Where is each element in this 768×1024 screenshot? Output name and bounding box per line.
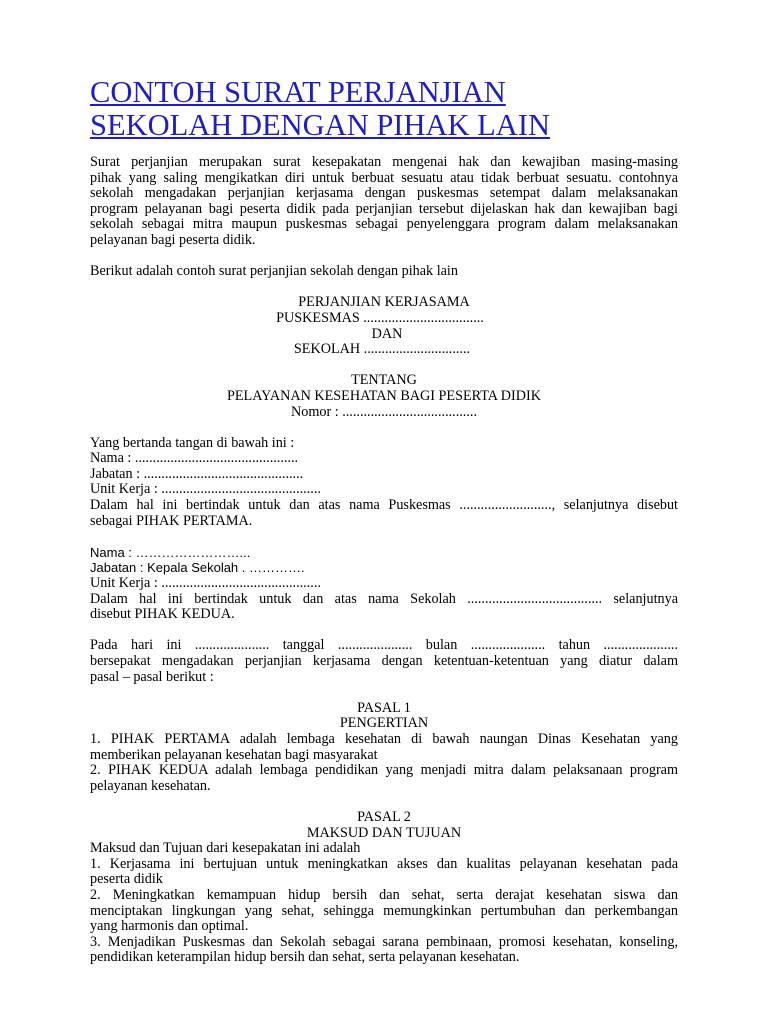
pasal-2-item: pendidikan keterampilan hidup bersih dan sehat, serta pelayanan kesehatan. (90, 949, 520, 966)
party-two-unit: Unit Kerja : ............................................. (90, 575, 321, 592)
agreement-line: Pada hari ini ..................... tanggal ..................... bulan ..................... tahun ..................... (90, 637, 678, 654)
pasal-2-item: 3. Menjadikan Puskesmas dan Sekolah sebagai sarana pembinaan, promosi kesehatan, konseling, (90, 933, 678, 950)
party-one-desc: Dalam hal ini bertindak untuk dan atas nama Puskesmas .........................., selanjutnya disebut (90, 497, 678, 514)
intro-line: Surat perjanjian merupakan surat kesepakatan mengenai hak dan kewajiban masing-masing (90, 154, 678, 170)
pasal-1-item: 1. PIHAK PERTAMA adalah lembaga kesehatan di bawah naungan Dinas Kesehatan yang (90, 730, 678, 747)
intro-paragraph (90, 155, 678, 280)
intro-line: sekolah sebagai mitra maupun puskesmas sebagai penyelenggara program dalam melaksanakan (90, 216, 678, 233)
document-page (90, 76, 678, 966)
header-sekolah: SEKOLAH .............................. (293, 341, 471, 358)
pasal-2-subheading: MAKSUD DAN TUJUAN (306, 824, 462, 841)
title-line-1: CONTOH SURAT PERJANJIAN (90, 75, 506, 109)
agreement-header (90, 295, 678, 420)
pasal-2-item: 1. Kerjasama ini bertujuan untuk meningkatkan akses dan kualitas pelayanan kesehatan pada (90, 855, 678, 872)
pasal-1 (90, 701, 678, 795)
party-two-name: Nama : ……………………... (90, 544, 251, 560)
pasal-1-item: pelayanan kesehatan. (90, 777, 211, 794)
pasal-1-heading: PASAL 1 (357, 699, 411, 716)
header-title: PERJANJIAN KERJASAMA (298, 294, 470, 311)
pasal-2-item: peserta didik (90, 871, 163, 888)
pasal-2-heading: PASAL 2 (357, 808, 411, 825)
agreement-paragraph (90, 638, 678, 685)
header-about: TENTANG (351, 372, 417, 389)
pasal-2-item: menciptakan lingkungan yang sehat, sehingga memungkinkan pertumbuhan dan perkembangan (90, 902, 678, 919)
header-number: Nomor : ...................................... (290, 403, 477, 420)
intro-line: pelayanan bagi peserta didik. (90, 231, 256, 248)
intro-line: program pelayanan bagi peserta didik pada perjanjian tersebut dijelaskan hak dan kewajiban bagi (90, 200, 678, 217)
party-two-position: Jabatan : Kepala Sekolah . …………. (90, 560, 305, 576)
pasal-2-item: yang harmonis dan optimal. (90, 918, 249, 935)
signatory-intro: Yang bertanda tangan di bawah ini : (90, 434, 295, 451)
example-line: Berikut adalah contoh surat perjanjian sekolah dengan pihak lain (90, 263, 458, 280)
party-one-unit: Unit Kerja : ............................................. (90, 481, 321, 498)
pasal-2-item: 2. Meningkatkan kemampuan hidup bersih dan sehat, serta derajat kesehatan siswa dan (90, 886, 678, 903)
party-two-section (90, 545, 678, 623)
pasal-2-intro: Maksud dan Tujuan dari kesepakatan ini adalah (90, 840, 361, 857)
party-two-desc: disebut PIHAK KEDUA. (90, 606, 235, 623)
title-line-2: SEKOLAH DENGAN PIHAK LAIN (90, 108, 551, 142)
agreement-line: pasal – pasal berikut : (90, 668, 214, 685)
header-and: DAN (371, 325, 403, 342)
pasal-2 (90, 810, 678, 966)
party-one-section (90, 436, 678, 530)
header-puskesmas: PUSKESMAS .................................. (276, 309, 484, 326)
intro-line: pihak yang saling mengikatkan diri untuk berbuat sesuatu atau tidak berbuat sesuatu. contohnya (90, 169, 678, 186)
agreement-line: bersepakat mengadakan perjanjian kerjasama dengan ketentuan-ketentuan yang diatur dalam (90, 653, 678, 669)
pasal-1-subheading: PENGERTIAN (339, 715, 429, 732)
pasal-1-item: 2. PIHAK KEDUA adalah lembaga pendidikan yang menjadi mitra dalam pelaksanaan program (90, 762, 678, 779)
party-one-position: Jabatan : ............................................. (90, 465, 304, 482)
pasal-1-item: memberikan pelayanan kesehatan bagi masyarakat (90, 746, 378, 763)
party-one-name: Nama : .............................................. (90, 450, 299, 467)
party-one-desc: sebagai PIHAK PERTAMA. (90, 512, 253, 529)
document-title (90, 76, 678, 142)
intro-line: sekolah mengadakan perjanjian kerjasama dengan puskesmas setempat dalam melaksanakan (90, 185, 678, 202)
header-subject: PELAYANAN KESEHATAN BAGI PESERTA DIDIK (227, 387, 541, 404)
party-two-desc: Dalam hal ini bertindak untuk dan atas nama Sekolah ...................................... selanjutnya (90, 590, 678, 607)
